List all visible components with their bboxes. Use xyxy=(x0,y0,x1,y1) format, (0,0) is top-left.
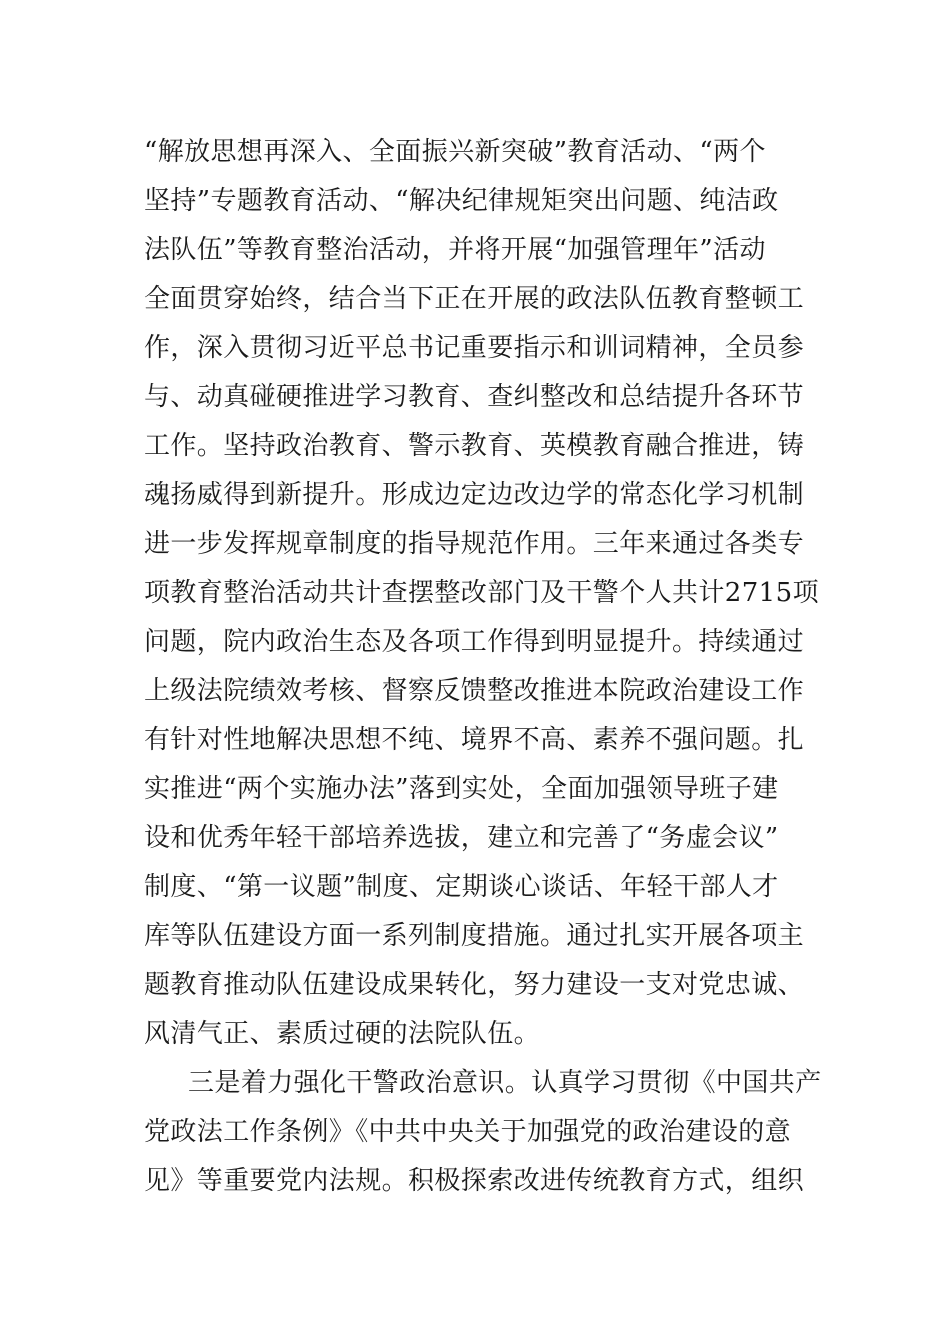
paragraph-line: 有针对性地解决思想不纯、境界不高、素养不强问题。扎 xyxy=(144,725,805,755)
paragraph-line: 库等队伍建设方面一系列制度措施。通过扎实开展各项主 xyxy=(144,921,805,951)
paragraph-line: 风清气正、素质过硬的法院队伍。 xyxy=(144,1019,541,1049)
paragraph-line: 设和优秀年轻干部培养选拔，建立和完善了“务虚会议” xyxy=(144,823,779,853)
paragraph-line: 法队伍”等教育整治活动，并将开展“加强管理年”活动 xyxy=(144,235,766,265)
paragraph-line: 题教育推动队伍建设成果转化，努力建设一支对党忠诚、 xyxy=(144,970,805,1000)
paragraph-line: 党政法工作条例》《中共中央关于加强党的政治建设的意 xyxy=(144,1117,792,1147)
paragraph-line: 工作。坚持政治教育、警示教育、英模教育融合推进，铸 xyxy=(144,431,805,461)
paragraph-line: 制度、“第一议题”制度、定期谈心谈话、年轻干部人才 xyxy=(144,872,779,902)
paragraph-line: 坚持”专题教育活动、“解决纪律规矩突出问题、纯洁政 xyxy=(144,186,779,216)
paragraph-line: 实推进“两个实施办法”落到实处，全面加强领导班子建 xyxy=(144,774,779,804)
paragraph-line: 进一步发挥规章制度的指导规范作用。三年来通过各类专 xyxy=(144,529,805,559)
paragraph-line: 三是着力强化干警政治意识。认真学习贯彻《中国共产 xyxy=(188,1068,822,1098)
paragraph-line: “解放思想再深入、全面振兴新突破”教育活动、“两个 xyxy=(144,137,766,167)
paragraph-line: 项教育整治活动共计查摆整改部门及干警个人共计2715项 xyxy=(144,578,819,608)
paragraph-line: 全面贯穿始终，结合当下正在开展的政法队伍教育整顿工 xyxy=(144,284,805,314)
paragraph-line: 与、动真碰硬推进学习教育、查纠整改和总结提升各环节 xyxy=(144,382,805,412)
body-text xyxy=(144,128,844,1206)
paragraph-line: 见》等重要党内法规。积极探索改进传统教育方式，组织 xyxy=(144,1166,805,1196)
paragraph-line: 作，深入贯彻习近平总书记重要指示和训词精神，全员参 xyxy=(144,333,805,363)
paragraph-line: 问题，院内政治生态及各项工作得到明显提升。持续通过 xyxy=(144,627,805,657)
paragraph-line: 魂扬威得到新提升。形成边定边改边学的常态化学习机制 xyxy=(144,480,805,510)
paragraph-line: 上级法院绩效考核、督察反馈整改推进本院政治建设工作 xyxy=(144,676,805,706)
